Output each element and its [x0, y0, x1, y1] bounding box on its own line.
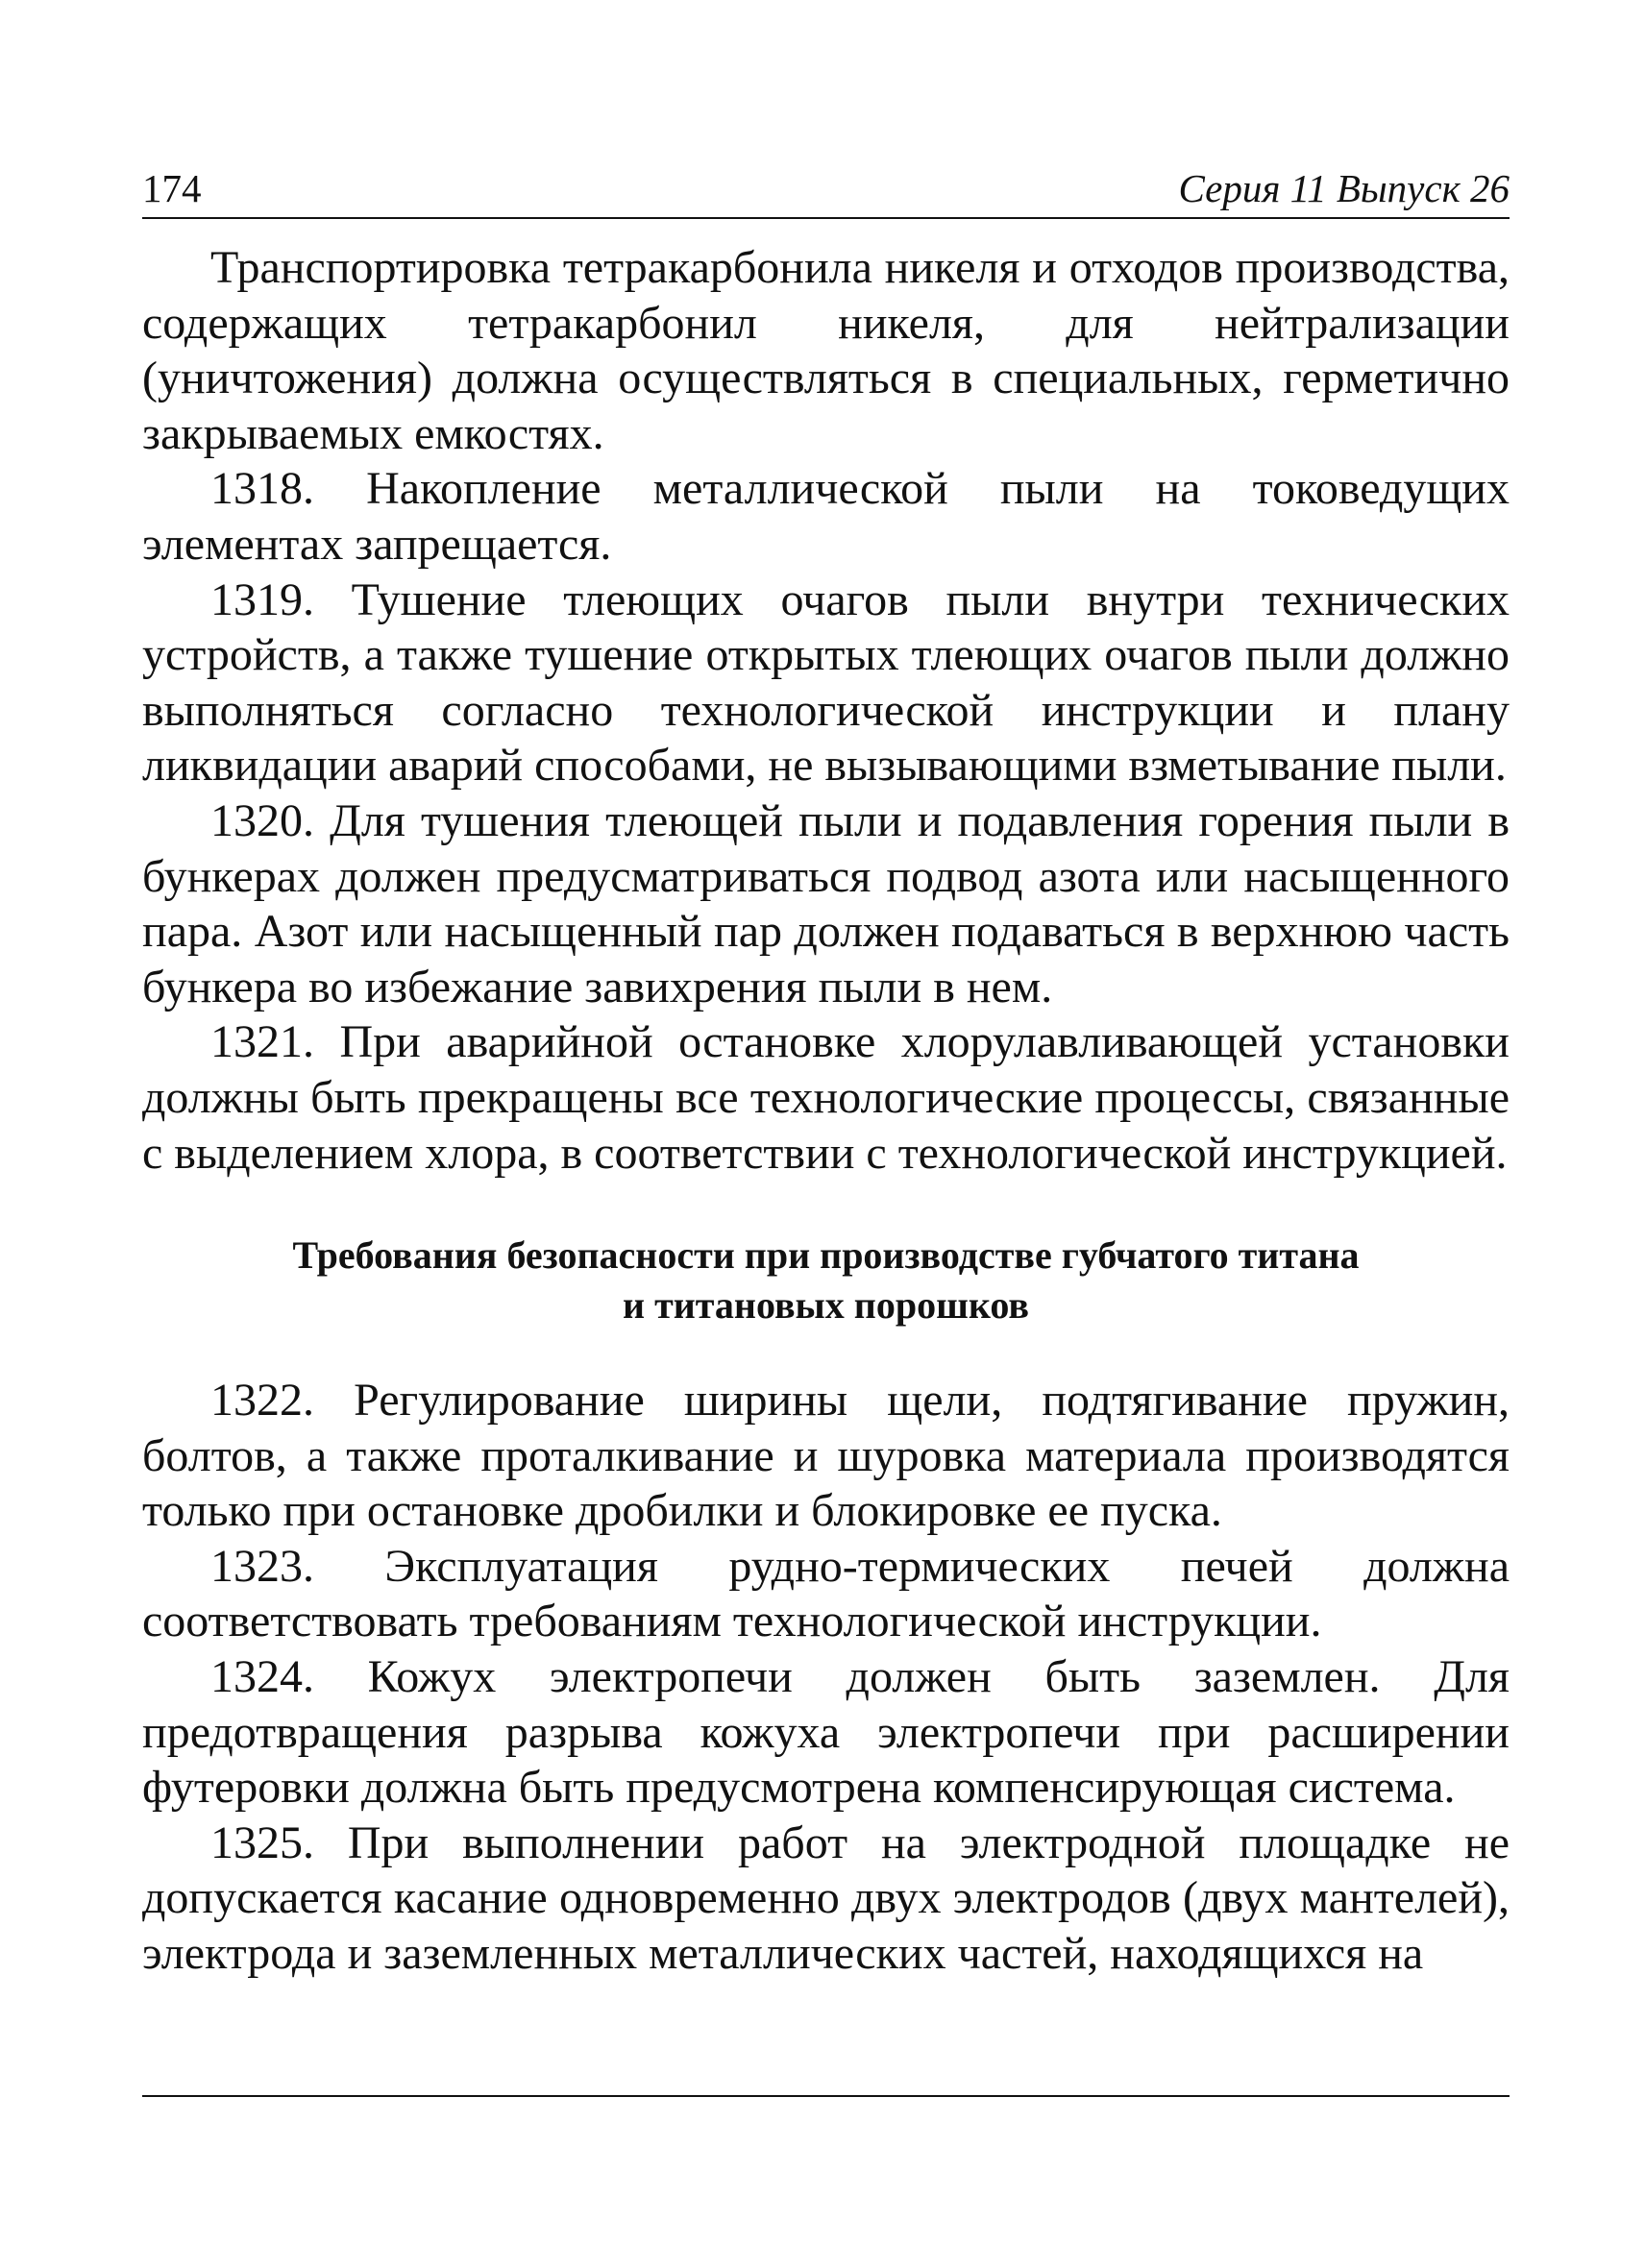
paragraph: Транспортировка тетракарбонила никеля и отходов производства, содержащих тетракарбонил никеля, для нейтрализации (уничтожения) должна осуществляться в специальных, герметично закрываемых емкостях. [142, 242, 1510, 459]
section-heading-line-2: и титановых порошков [623, 1283, 1029, 1328]
paragraph-1319: 1319. Тушение тлеющих очагов пыли внутри технических устройств, а также тушение открытых тлеющих очагов пыли должно выполняться согласно технологической инструкции и плану ликвидации аварий способами, не вызывающими взметывание пыли. [142, 573, 1510, 792]
paragraph-1320: 1320. Для тушения тлеющей пыли и подавления горения пыли в бункерах должен предусматриваться подвод азота или насыщенного пара. Азот или насыщенный пар должен подаваться в верхнюю часть бункера во избежание завихрения пыли в нем. [142, 794, 1510, 1012]
section-heading [142, 1231, 1510, 1330]
document-page [142, 163, 1510, 1982]
paragraph-1321: 1321. При аварийной остановке хлорулавливающей установки должны быть прекращены все технологические процессы, связанные с выделением хлора, в соответствии с технологической инструкцией. [142, 1016, 1510, 1179]
page-number: 174 [142, 166, 202, 210]
running-header [142, 163, 1510, 219]
footer-rule [142, 2095, 1510, 2097]
paragraph-1322: 1322. Регулирование ширины щели, подтягивание пружин, болтов, а также проталкивание и шуровка материала производятся только при остановке дробилки и блокировке ее пуска. [142, 1375, 1510, 1537]
paragraph-1325: 1325. При выполнении работ на электродной площадке не допускается касание одновременно двух электродов (двух мантелей), электрода и заземленных металлических частей, находящихся на [142, 1817, 1510, 1980]
paragraph-1318: 1318. Накопление металлической пыли на токоведущих элементах запрещается. [142, 463, 1510, 570]
paragraph-1324: 1324. Кожух электропечи должен быть заземлен. Для предотвращения разрыва кожуха электропечи при расширении футеровки должна быть предусмотрена компенсирующая система. [142, 1651, 1510, 1814]
series-title: Серия 11 Выпуск 26 [1178, 166, 1510, 210]
paragraph-1323: 1323. Эксплуатация рудно-термических печей должна соответствовать требованиям технологической инструкции. [142, 1540, 1510, 1647]
body-text [142, 240, 1510, 1982]
section-heading-line-1: Требования безопасности при производстве губчатого титана [292, 1233, 1360, 1278]
